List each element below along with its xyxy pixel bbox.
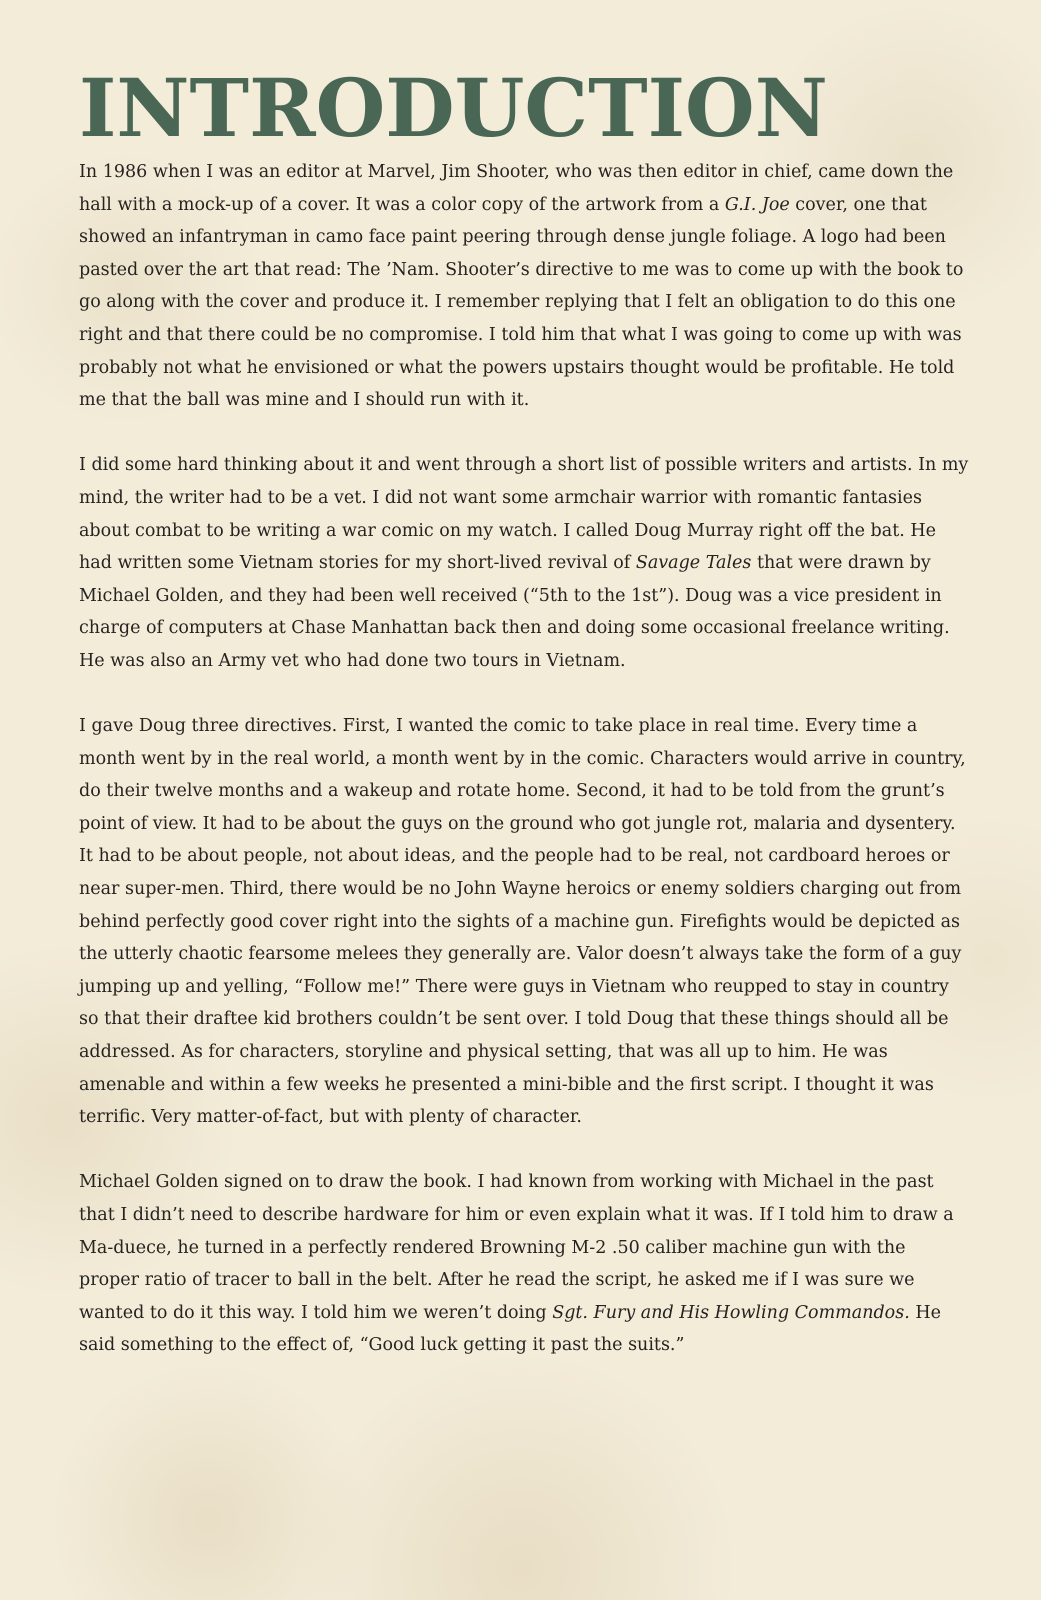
paragraph-2 — [79, 449, 969, 677]
paragraph-4-text-1: Michael Golden signed on to draw the book. I had known from working with Michael in the past that I didn’t need to describe hardware for him or even explain what it was. If I told him to draw a Ma-duece, he turned in a perfectly rendered Browning M-2 .50 caliber machine gun with the proper ratio of tracer to ball in the belt. After he read the script, he asked me if I was sure we wanted to do it this way. I told him we weren’t doing — [79, 1172, 954, 1323]
article-body — [79, 156, 969, 1362]
paragraph-4 — [79, 1166, 969, 1362]
paragraph-1-italic-gi-joe: G.I. Joe — [724, 194, 790, 215]
paragraph-4-text-2: He said something to the effect of, “Good luck getting it past the suits.” — [79, 1302, 941, 1356]
paragraph-3-text-1: I gave Doug three directives. First, I wanted the comic to take place in real time. Every time a month went by in the real world, a month went by in the comic. Characters would arrive in country, do their twelve months and a wakeup and rotate home. Second, it had to be told from the grunt’s point of view. It had to be about the guys on the ground who got jungle rot, malaria and dysentery. It had to be about people, not about ideas, and the people had to be real, not cardboard heroes or near super-men. Third, there would be no John Wayne heroics or enemy soldiers charging out from behind perfectly good cover right into the sights of a machine gun. Firefights would be depicted as the utterly chaotic fearsome melees they generally are. Valor doesn’t always take the form of a guy jumping up and yelling, “Follow me!” There were guys in Vietnam who reupped to stay in country so that their draftee kid brothers couldn’t be sent over. I told Doug that these things should all be addressed. As for characters, storyline and physical setting, that was all up to him. He was amenable and within a few weeks he presented a mini-bible and the first script. I thought it was terrific. Very matter-of-fact, but with plenty of character. — [79, 716, 966, 1128]
page-title: INTRODUCTION — [79, 61, 828, 155]
paragraph-1-text-2: cover, one that showed an infantryman in camo face paint peering through dense jungle foliage. A logo had been pasted over the art that read: The ’Nam. Shooter’s directive to me was to come up with the book to go along with the cover and produce it. I remember replying that I felt an obligation to do this one right and that there could be no compromise. I told him that what I was going to come up with was probably not what he envisioned or what the powers upstairs thought would be profitable. He told me that the ball was mine and I should run with it. — [79, 194, 964, 411]
paragraph-3 — [79, 710, 969, 1134]
paragraph-1 — [79, 156, 969, 417]
paragraph-4-italic-sgt-fury: Sgt. Fury and His Howling Commandos. — [552, 1302, 910, 1323]
paragraph-2-text-1: I did some hard thinking about it and went through a short list of possible writers and artists. In my mind, the writer had to be a vet. I did not want some armchair warrior with romantic fantasies about combat to be writing a war comic on my watch. I called Doug Murray right off the bat. He had written some Vietnam stories for my short-lived revival of — [79, 455, 969, 574]
paragraph-1-text-1: In 1986 when I was an editor at Marvel, Jim Shooter, who was then editor in chief, came down the hall with a mock-up of a cover. It was a color copy of the artwork from a — [79, 162, 954, 215]
paragraph-2-text-2: that were drawn by Michael Golden, and they had been well received (“5th to the 1st”). Doug was a vice president in charge of computers at Chase Manhattan back then and doing some occasional freelance writing. He was also an Army vet who had done two tours in Vietnam. — [79, 553, 950, 671]
page — [79, 62, 969, 1362]
paragraph-2-italic-savage-tales: Savage Tales — [635, 553, 752, 574]
